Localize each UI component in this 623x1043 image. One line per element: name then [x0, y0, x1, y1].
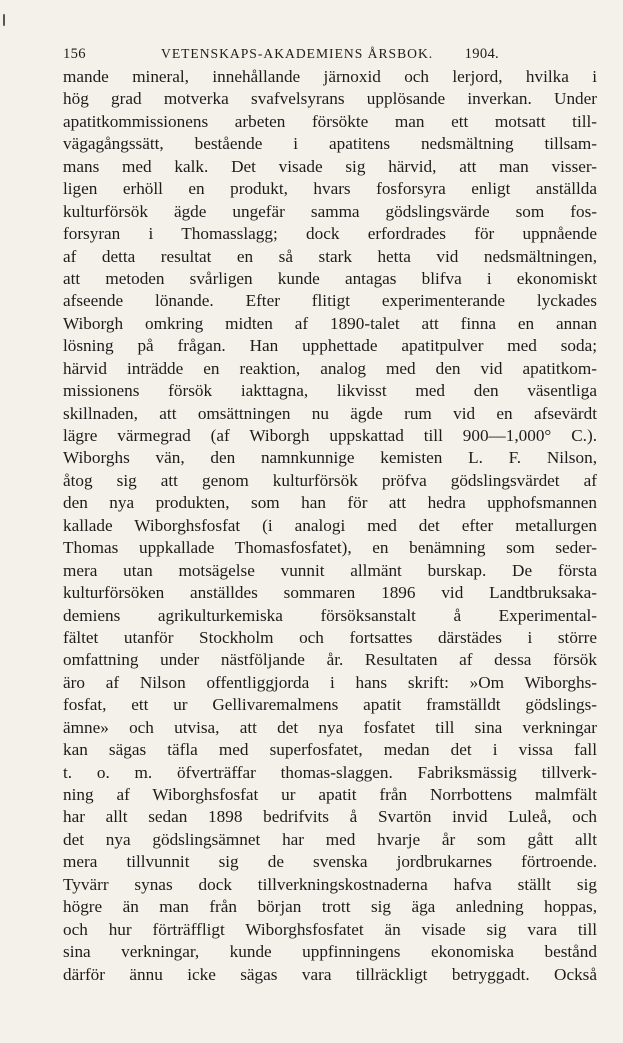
text-line: mera tillvunnit sig de svenska jordbrukarnes förtroende.: [63, 852, 597, 872]
text-line: ämne» och utvisa, att det nya fosfatet till sina verkningar: [63, 717, 597, 737]
text-line: det nya gödslingsämnet har med hvarje år som gått allt: [63, 829, 597, 849]
text-line: mande mineral, innehållande järnoxid och lerjord, hvilka i: [63, 67, 597, 86]
journal-title: VETENSKAPS-AKADEMIENS ÅRSBOK.: [161, 46, 434, 61]
text-line: t. o. m. öfverträffar thomas-slaggen. Fabriksmässig tillverk-: [63, 762, 597, 782]
text-line: kulturförsök ägde ungefär samma gödslingsvärde som fos-: [63, 201, 597, 221]
text-line: kulturförsöken anställdes sommaren 1896 vid Landtbruksaka-: [63, 583, 597, 603]
text-line: Tyvärr synas dock tillverkningskostnaderna hafva ställt sig: [63, 874, 597, 894]
text-line: och hur förträffligt Wiborghsfosfatet än visade sig vara till: [63, 919, 597, 939]
text-line: kan sägas täfla med superfosfatet, medan det i vissa fall: [63, 740, 597, 760]
text-line: lägre värmegrad (af Wiborgh uppskattad till 900—1,000° C.).: [63, 426, 597, 445]
text-line: hög grad motverka svafvelsyrans upplösande inverkan. Under: [63, 89, 597, 109]
text-line: Wiborghs vän, den namnkunnige kemisten L. F. Nilson,: [63, 448, 597, 468]
text-line: af detta resultat en så stark hetta vid nedsmältningen,: [63, 246, 597, 266]
text-line: har allt sedan 1898 bedrifvits å Svartön invid Luleå, och: [63, 807, 597, 827]
text-line: lösning på frågan. Han upphettade apatitpulver med soda;: [63, 336, 597, 356]
text-line: därför ännu icke sägas vara tillräckligt betryggadt. Också: [63, 964, 597, 984]
text-line: ning af Wiborghsfosfat ur apatit från Norrbottens malmfält: [63, 785, 597, 804]
text-line: forsyran i Thomasslagg; dock erfordrades för uppnående: [63, 224, 597, 244]
text-line: apatitkommissionens arbeten försökte man ett motsatt till-: [63, 111, 597, 131]
page-edge-mark: [3, 14, 5, 26]
text-line: kallade Wiborghsfosfat (i analogi med det efter metallurgen: [63, 515, 597, 535]
text-line: Thomas uppkallade Thomasfosfatet), en benämning som seder-: [63, 538, 597, 558]
text-line: härvid inträdde en reaktion, analog med den vid apatitkom-: [63, 358, 597, 378]
text-line: att metoden svårligen kunde antagas blifva i ekonomiskt: [63, 268, 597, 288]
body-text: [63, 66, 597, 986]
text-line: skillnaden, att omsättningen nu ägde rum vid en afsevärdt: [63, 403, 597, 423]
text-line: mera utan motsägelse vunnit allmänt burskap. De första: [63, 560, 597, 580]
text-line: afseende lönande. Efter flitigt experimenterande lyckades: [63, 291, 597, 311]
running-header: [63, 46, 597, 66]
text-line: mans med kalk. Det visade sig härvid, att man visser-: [63, 156, 597, 176]
text-line: äro af Nilson offentliggjorda i hans skrift: »Om Wiborghs-: [63, 672, 597, 692]
text-line: åtog sig att genom kulturförsök pröfva gödslingsvärdet af: [63, 470, 597, 490]
text-line: ligen erhöll en produkt, hvars fosforsyra enligt anställda: [63, 179, 597, 199]
text-line: fosfat, ett ur Gellivaremalmens apatit framställdt gödslings-: [63, 695, 597, 715]
text-line: sina verkningar, kunde uppfinningens ekonomiska bestånd: [63, 942, 597, 962]
text-line: högre än man från början trott sig äga anledning hoppas,: [63, 897, 597, 917]
text-line: Wiborgh omkring midten af 1890-talet att finna en annan: [63, 313, 597, 333]
journal-year: 1904.: [464, 46, 499, 62]
text-line: fältet utanför Stockholm och fortsattes därstädes i större: [63, 627, 597, 647]
text-line: vägagångssätt, bestående i apatitens nedsmältning tillsam-: [63, 134, 597, 154]
text-line: den nya produkten, som han för att hedra upphofsmannen: [63, 493, 597, 513]
page-number: 156: [63, 46, 86, 62]
text-line: demiens agrikulturkemiska försöksanstalt å Experimental-: [63, 605, 597, 625]
text-line: missionens försök iakttagna, likvisst med den väsentliga: [63, 381, 597, 401]
text-line: omfattning under nästföljande år. Resultaten af dessa försök: [63, 650, 597, 670]
